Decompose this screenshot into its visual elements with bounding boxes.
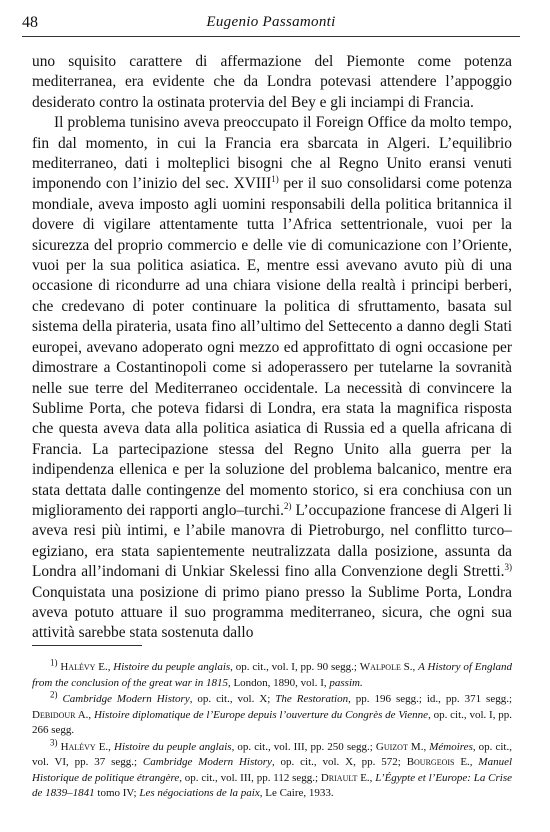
footnote-3: $^{3)}$ Halévy E., Histoire du peuple anglais, op. cit., vol. III, pp. 250 segg.; Guizot M., Mémoires, op. cit., vol. VI, pp. 37 segg.; Cambridge Modern History, op. cit., vol. X, pp. 572; Bourgeois E., Manuel Historique de politique étrangère, op. cit., vol. III, pp. 112 segg.; Driault E., L’Égypte et l’Europe: La Crise de 1839–1841 tomo IV; Les négociations de la paix, Le Caire, 1933. bbox=[32, 736, 513, 799]
footnote-ref: 3) bbox=[504, 562, 512, 573]
page-number: 48 bbox=[22, 14, 38, 31]
footnote-rule bbox=[32, 645, 142, 646]
paragraph: uno squisito carattere di affermazione del Piemonte come potenza mediterranea, era evidente che da Londra potevasi attendere l’appoggio desiderato contro la ostinata protervia del Bey e gli inciampi di Francia. bbox=[32, 53, 512, 111]
paragraph: Il problema tunisino aveva preoccupato il Foreign Office da molto tempo, fin dal momento, in cui la Francia era sbarcata in Algeri. L’equilibrio mediterraneo, dati i molteplici bisogni che al Regno Unito eransi venuti imponendo con l’inizio del sec. XVIII$^{1)}$ per il suo consolidarsi come potenza mondiale, aveva imposto agli uomini responsabili della politica britannica il dovere di vigilare attentamente tutta l’Africa settentrionale, vuoi per la sicurezza del proprio commercio e delle vie di comunicazione con l’Oriente, vuoi per la sua politica asiatica. E, mentre essi avevano avuto più di una occasione di ricondurre ad una chiara visione della realtà i principi berberi, che credevano di poter continuare la politica di sfruttamento, basata sul sistema della pirateria, usata fino all’ultimo del Settecento a danno degli Stati europei, avevano adoperato ogni mezzo ed approfittato di ogni occasione per dimostrare a Costantinopoli come si adoperassero per tutelarne la sovranità nelle sue terre del Mediterraneo occidentale. La necessità di convincere la Sublime Porta, che poteva fidarsi di Londra, era stata la magnifica risposta che questa aveva data alla politica asiatica di Russia ed a quella africana di Francia. La partecipazione stessa del Regno Unito alla guerra per la indipendenza ellenica e per la soluzione del problema balcanico, mentre era stata dettata dalle contingenze del momento storico, si era conchiusa con un miglioramento dei rapporti anglo–turchi.$^{2)}$ L’occupazione francese di Algeri li aveva resi più intimi, e l’abile manovra di Pietroburgo, nel conflitto turco–egiziano, era stata sapientemente neutralizzata dalla posizione, assunta da Londra all’indomani di Unkiar Skelessi fino alla Convenzione degli Stretti.$^{3)}$ Conquistata una posizione di primo piano presso la Sublime Porta, Londra aveva potuto attuare il suo programma mediterraneo, sicura, che ogni sua attività sarebbe stata sostenuta dallo bbox=[32, 114, 512, 642]
footnote-ref: 1) bbox=[271, 174, 279, 185]
header-rule bbox=[22, 36, 520, 37]
running-head: Eugenio Passamonti bbox=[206, 14, 336, 30]
footnote-2: $^{2)}$ Cambridge Modern History, op. cit., vol. X; The Restoration, pp. 196 segg.; id., pp. 371 segg.; Debidour A., Histoire diplomatique de l’Europe depuis l’ouverture du Congrès de Vienne, op. cit., vol. I, pp. 266 segg. bbox=[32, 689, 513, 736]
footnotes bbox=[32, 657, 513, 803]
footnote-ref: 2) bbox=[283, 500, 292, 511]
body-text bbox=[32, 52, 512, 644]
footnote-1: $^{1)}$ Halévy E., Histoire du peuple anglais, op. cit., vol. I, pp. 90 segg.; Walpole S., A History of England from the conclusion of the great war in 1815, London, 1890, vol. I, passim. bbox=[32, 657, 512, 689]
page-header bbox=[22, 12, 520, 34]
